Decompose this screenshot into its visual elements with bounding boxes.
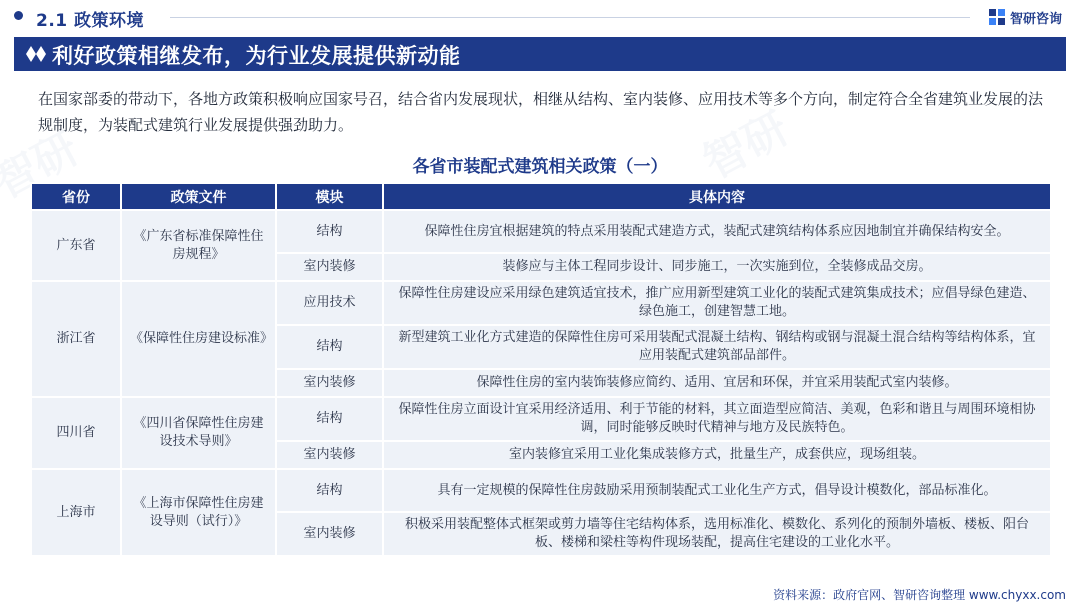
module-cell: 室内装修	[276, 512, 383, 556]
table-header-row	[31, 183, 1051, 210]
header-divider	[170, 17, 970, 18]
content-cell: 装修应与主体工程同步设计、同步施工，一次实施到位，全装修成品交房。	[383, 253, 1051, 281]
table-title: 各省市装配式建筑相关政策（一）	[412, 157, 668, 177]
module-cell: 室内装修	[276, 369, 383, 397]
province-cell: 上海市	[31, 469, 121, 556]
province-cell: 广东省	[31, 210, 121, 281]
top-header	[0, 0, 1080, 34]
table-row	[31, 281, 1051, 325]
brand-logo-icon	[988, 8, 1006, 26]
content-cell: 保障性住房建设应采用绿色建筑适宜技术，推广应用新型建筑工业化的装配式建筑集成技术；应倡导绿色建造、绿色施工，创建智慧工地。	[383, 281, 1051, 325]
content-cell: 保障性住房的室内装饰装修应简约、适用、宜居和环保，并宜采用装配式室内装修。	[383, 369, 1051, 397]
document-cell: 《保障性住房建设标准》	[121, 281, 276, 397]
content-cell: 积极采用装配整体式框架或剪力墙等住宅结构体系，选用标准化、模数化、系列化的预制外墙板、楼板、阳台板、楼梯和梁柱等构件现场装配，提高住宅建设的工业化水平。	[383, 512, 1051, 556]
content-cell: 保障性住房立面设计宜采用经济适用、利于节能的材料，其立面造型应简洁、美观，色彩和谐且与周围环境相协调，同时能够反映时代精神与地方及民族特色。	[383, 397, 1051, 441]
header-content: 具体内容	[383, 183, 1051, 210]
module-cell: 结构	[276, 210, 383, 253]
province-cell: 四川省	[31, 397, 121, 469]
content-cell: 新型建筑工业化方式建造的保障性住房可采用装配式混凝土结构、钢结构或钢与混凝土混合结构等结构体系，宜应用装配式建筑部品部件。	[383, 325, 1051, 369]
table-row	[31, 210, 1051, 253]
policy-table	[30, 182, 1052, 557]
module-cell: 结构	[276, 469, 383, 512]
province-cell: 浙江省	[31, 281, 121, 397]
document-cell: 《广东省标准保障性住房规程》	[121, 210, 276, 281]
content-cell: 保障性住房宜根据建筑的特点采用装配式建造方式，装配式建筑结构体系应因地制宜并确保结构安全。	[383, 210, 1051, 253]
module-cell: 结构	[276, 397, 383, 441]
table-row	[31, 397, 1051, 441]
double-diamond-icon	[26, 46, 46, 62]
banner-title: 利好政策相继发布，为行业发展提供新动能	[52, 44, 461, 68]
document-cell: 《上海市保障性住房建设导则（试行）》	[121, 469, 276, 556]
brand-name: 智研咨询	[1009, 11, 1062, 27]
intro-paragraph: 在国家部委的带动下，各地方政策积极响应国家号召，结合省内发展现状，相继从结构、室内装修、应用技术等多个方向，制定符合全省建筑业发展的法规制度，为装配式建筑行业发展提供强劲助力。	[38, 90, 1044, 134]
content-cell: 具有一定规模的保障性住房鼓励采用预制装配式工业化生产方式，倡导设计模数化，部品标准化。	[383, 469, 1051, 512]
module-cell: 结构	[276, 325, 383, 369]
title-banner	[14, 37, 1066, 71]
header-module: 模块	[276, 183, 383, 210]
module-cell: 室内装修	[276, 253, 383, 281]
brand	[988, 6, 1062, 28]
document-cell: 《四川省保障性住房建设技术导则》	[121, 397, 276, 469]
section-title: 2.1 政策环境	[36, 11, 145, 31]
header-document: 政策文件	[121, 183, 276, 210]
source-note: 资料来源：政府官网、智研咨询整理 www.chyxx.com	[773, 588, 1066, 602]
table-row	[31, 469, 1051, 512]
content-cell: 室内装修宜采用工业化集成装修方式，批量生产，成套供应，现场组装。	[383, 441, 1051, 469]
module-cell: 室内装修	[276, 441, 383, 469]
bullet-icon	[14, 11, 23, 20]
module-cell: 应用技术	[276, 281, 383, 325]
header-province: 省份	[31, 183, 121, 210]
